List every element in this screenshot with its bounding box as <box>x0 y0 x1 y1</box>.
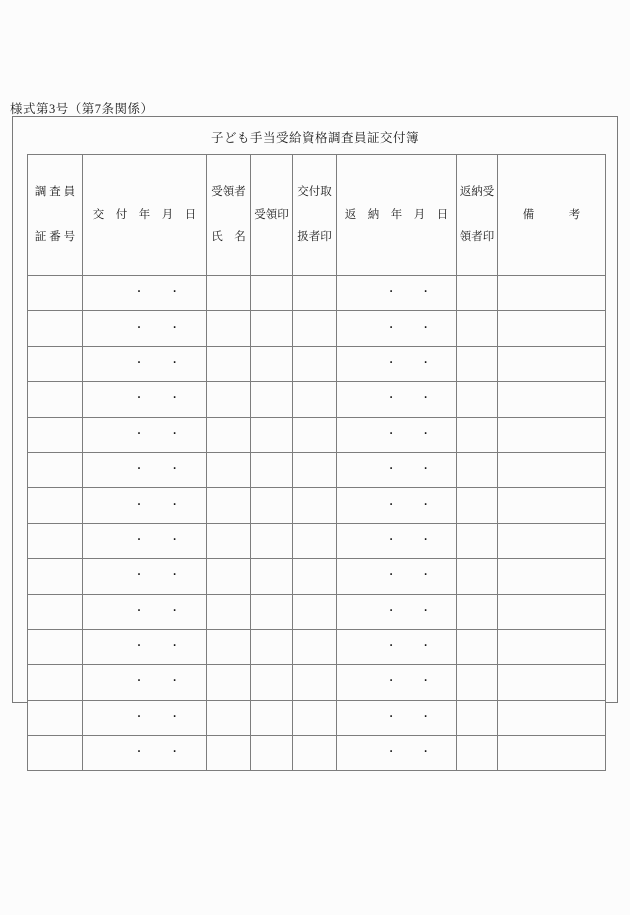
date-separator-dot: ・ <box>169 287 180 299</box>
cell-return-date <box>337 311 457 346</box>
cell-recipient-seal <box>251 629 293 664</box>
date-separator-dot: ・ <box>420 322 431 334</box>
cell-remarks <box>498 276 606 311</box>
date-separator-dot: ・ <box>386 393 397 405</box>
cell-recipient-name <box>207 523 251 558</box>
cell-recipient-seal <box>251 665 293 700</box>
cell-return-recipient-seal <box>457 311 498 346</box>
date-separator-dot: ・ <box>169 428 180 440</box>
cell-return-recipient-seal <box>457 736 498 771</box>
cell-remarks <box>498 665 606 700</box>
date-separator-dot: ・ <box>133 534 144 546</box>
col-header-issue-handler-seal <box>293 155 337 276</box>
date-separator-dot: ・ <box>169 747 180 759</box>
cell-cert-no <box>28 665 83 700</box>
cell-return-recipient-seal <box>457 276 498 311</box>
col-header-remarks <box>498 155 606 276</box>
date-separator-dot: ・ <box>386 357 397 369</box>
cell-cert-no <box>28 523 83 558</box>
cell-issue-handler-seal <box>293 417 337 452</box>
cell-return-recipient-seal <box>457 346 498 381</box>
cell-return-date <box>337 629 457 664</box>
cell-issue-date <box>83 629 207 664</box>
date-separator-dot: ・ <box>133 287 144 299</box>
table-row <box>28 488 606 523</box>
cell-issue-date <box>83 311 207 346</box>
col-header-text: 証 番 号 <box>34 231 76 243</box>
date-separator-dot: ・ <box>133 605 144 617</box>
cell-remarks <box>498 700 606 735</box>
date-separator-dot: ・ <box>133 747 144 759</box>
date-separator-dot: ・ <box>169 393 180 405</box>
col-header-text: 返納受 <box>459 186 495 198</box>
date-separator-dot: ・ <box>420 357 431 369</box>
cell-return-date <box>337 382 457 417</box>
cell-return-recipient-seal <box>457 559 498 594</box>
cell-issue-date <box>83 417 207 452</box>
col-header-return-date <box>337 155 457 276</box>
cell-return-date <box>337 736 457 771</box>
date-separator-dot: ・ <box>420 676 431 688</box>
cell-issue-date <box>83 594 207 629</box>
date-separator-dot: ・ <box>133 676 144 688</box>
date-separator-dot: ・ <box>169 534 180 546</box>
cell-recipient-name <box>207 311 251 346</box>
cell-remarks <box>498 452 606 487</box>
col-header-text: 返 納 年 月 日 <box>344 208 449 221</box>
cell-return-recipient-seal <box>457 488 498 523</box>
cell-recipient-name <box>207 736 251 771</box>
table-row <box>28 700 606 735</box>
cell-return-recipient-seal <box>457 452 498 487</box>
col-header-text: 氏 名 <box>211 231 246 243</box>
cell-issue-date <box>83 382 207 417</box>
date-separator-dot: ・ <box>169 357 180 369</box>
cell-return-date <box>337 665 457 700</box>
date-separator-dot: ・ <box>133 641 144 653</box>
date-separator-dot: ・ <box>133 322 144 334</box>
date-separator-dot: ・ <box>169 605 180 617</box>
cell-recipient-name <box>207 700 251 735</box>
cell-recipient-name <box>207 276 251 311</box>
date-separator-dot: ・ <box>386 747 397 759</box>
col-header-text: 備 考 <box>522 208 581 221</box>
date-separator-dot: ・ <box>133 711 144 723</box>
cell-cert-no <box>28 594 83 629</box>
cell-remarks <box>498 736 606 771</box>
col-header-recipient-name <box>207 155 251 276</box>
date-separator-dot: ・ <box>169 464 180 476</box>
cell-issue-handler-seal <box>293 311 337 346</box>
date-separator-dot: ・ <box>386 676 397 688</box>
cell-issue-date <box>83 665 207 700</box>
cell-recipient-name <box>207 417 251 452</box>
header-row <box>28 155 606 276</box>
date-separator-dot: ・ <box>420 287 431 299</box>
date-separator-dot: ・ <box>169 322 180 334</box>
cell-remarks <box>498 417 606 452</box>
cell-cert-no <box>28 276 83 311</box>
col-header-text: 扱者印 <box>297 231 332 243</box>
date-separator-dot: ・ <box>169 711 180 723</box>
date-separator-dot: ・ <box>386 287 397 299</box>
cell-remarks <box>498 382 606 417</box>
date-separator-dot: ・ <box>420 393 431 405</box>
cell-recipient-seal <box>251 311 293 346</box>
cell-return-recipient-seal <box>457 629 498 664</box>
table-body <box>28 276 606 771</box>
date-separator-dot: ・ <box>133 393 144 405</box>
cell-issue-date <box>83 346 207 381</box>
cell-issue-handler-seal <box>293 488 337 523</box>
cell-return-recipient-seal <box>457 523 498 558</box>
col-header-cert-no <box>28 155 83 276</box>
cell-recipient-seal <box>251 594 293 629</box>
cell-recipient-seal <box>251 417 293 452</box>
cell-recipient-name <box>207 559 251 594</box>
cell-recipient-seal <box>251 382 293 417</box>
cell-cert-no <box>28 417 83 452</box>
col-header-text: 交付取 <box>297 186 332 198</box>
register-table <box>27 154 606 771</box>
cell-cert-no <box>28 311 83 346</box>
cell-cert-no <box>28 700 83 735</box>
date-separator-dot: ・ <box>420 570 431 582</box>
cell-issue-date <box>83 452 207 487</box>
table-row <box>28 594 606 629</box>
table-row <box>28 276 606 311</box>
table-row <box>28 665 606 700</box>
cell-remarks <box>498 311 606 346</box>
cell-recipient-name <box>207 665 251 700</box>
cell-return-recipient-seal <box>457 700 498 735</box>
date-separator-dot: ・ <box>386 605 397 617</box>
date-separator-dot: ・ <box>133 464 144 476</box>
table-row <box>28 417 606 452</box>
register-title: 子ども手当受給資格調査員証交付簿 <box>210 131 419 145</box>
cell-recipient-name <box>207 346 251 381</box>
cell-cert-no <box>28 488 83 523</box>
cell-return-date <box>337 700 457 735</box>
date-separator-dot: ・ <box>420 747 431 759</box>
cell-cert-no <box>28 382 83 417</box>
table-row <box>28 346 606 381</box>
cell-issue-handler-seal <box>293 594 337 629</box>
cell-issue-date <box>83 276 207 311</box>
cell-recipient-name <box>207 488 251 523</box>
table-row <box>28 736 606 771</box>
cell-recipient-seal <box>251 523 293 558</box>
date-separator-dot: ・ <box>420 428 431 440</box>
date-separator-dot: ・ <box>133 428 144 440</box>
date-separator-dot: ・ <box>386 534 397 546</box>
date-separator-dot: ・ <box>133 499 144 511</box>
cell-remarks <box>498 523 606 558</box>
date-separator-dot: ・ <box>386 570 397 582</box>
cell-recipient-seal <box>251 488 293 523</box>
date-separator-dot: ・ <box>133 570 144 582</box>
cell-remarks <box>498 629 606 664</box>
cell-return-recipient-seal <box>457 665 498 700</box>
cell-return-date <box>337 276 457 311</box>
register-sheet <box>12 116 618 759</box>
date-separator-dot: ・ <box>386 641 397 653</box>
cell-cert-no <box>28 736 83 771</box>
cell-recipient-seal <box>251 559 293 594</box>
col-header-text: 交 付 年 月 日 <box>92 208 197 221</box>
date-separator-dot: ・ <box>420 464 431 476</box>
table-row <box>28 523 606 558</box>
cell-return-date <box>337 559 457 594</box>
col-header-recipient-seal <box>251 155 293 276</box>
cell-issue-handler-seal <box>293 346 337 381</box>
date-separator-dot: ・ <box>420 534 431 546</box>
date-separator-dot: ・ <box>386 499 397 511</box>
date-separator-dot: ・ <box>420 711 431 723</box>
cell-return-date <box>337 417 457 452</box>
cell-recipient-seal <box>251 736 293 771</box>
cell-issue-handler-seal <box>293 523 337 558</box>
cell-remarks <box>498 346 606 381</box>
date-separator-dot: ・ <box>386 428 397 440</box>
cell-recipient-name <box>207 594 251 629</box>
cell-return-date <box>337 488 457 523</box>
cell-issue-handler-seal <box>293 629 337 664</box>
cell-issue-handler-seal <box>293 276 337 311</box>
col-header-text: 領者印 <box>459 231 495 243</box>
cell-remarks <box>498 559 606 594</box>
cell-remarks <box>498 594 606 629</box>
col-header-text: 受領印 <box>254 208 289 221</box>
date-separator-dot: ・ <box>386 464 397 476</box>
cell-return-recipient-seal <box>457 594 498 629</box>
table-row <box>28 311 606 346</box>
cell-return-date <box>337 523 457 558</box>
cell-return-recipient-seal <box>457 382 498 417</box>
cell-issue-handler-seal <box>293 665 337 700</box>
table-row <box>28 382 606 417</box>
date-separator-dot: ・ <box>133 357 144 369</box>
cell-issue-date <box>83 559 207 594</box>
cell-issue-date <box>83 523 207 558</box>
date-separator-dot: ・ <box>386 711 397 723</box>
col-header-return-recipient-seal <box>457 155 498 276</box>
cell-recipient-name <box>207 452 251 487</box>
cell-issue-date <box>83 736 207 771</box>
cell-issue-date <box>83 700 207 735</box>
date-separator-dot: ・ <box>169 676 180 688</box>
cell-recipient-seal <box>251 276 293 311</box>
col-header-issue-date <box>83 155 207 276</box>
cell-recipient-seal <box>251 452 293 487</box>
table-row <box>28 629 606 664</box>
date-separator-dot: ・ <box>386 322 397 334</box>
cell-cert-no <box>28 346 83 381</box>
date-separator-dot: ・ <box>420 605 431 617</box>
table-row <box>28 559 606 594</box>
cell-recipient-seal <box>251 700 293 735</box>
date-separator-dot: ・ <box>169 570 180 582</box>
cell-cert-no <box>28 629 83 664</box>
cell-cert-no <box>28 452 83 487</box>
cell-issue-handler-seal <box>293 559 337 594</box>
cell-return-date <box>337 346 457 381</box>
cell-remarks <box>498 488 606 523</box>
cell-return-recipient-seal <box>457 417 498 452</box>
cell-issue-handler-seal <box>293 736 337 771</box>
col-header-text: 調 査 員 <box>34 186 76 198</box>
cell-return-date <box>337 452 457 487</box>
date-separator-dot: ・ <box>169 499 180 511</box>
cell-cert-no <box>28 559 83 594</box>
cell-recipient-seal <box>251 346 293 381</box>
cell-issue-handler-seal <box>293 452 337 487</box>
col-header-text: 受領者 <box>211 186 246 198</box>
cell-issue-handler-seal <box>293 382 337 417</box>
date-separator-dot: ・ <box>420 641 431 653</box>
date-separator-dot: ・ <box>420 499 431 511</box>
cell-issue-date <box>83 488 207 523</box>
table-row <box>28 452 606 487</box>
cell-return-date <box>337 594 457 629</box>
date-separator-dot: ・ <box>169 641 180 653</box>
cell-recipient-name <box>207 629 251 664</box>
cell-issue-handler-seal <box>293 700 337 735</box>
cell-recipient-name <box>207 382 251 417</box>
form-number-label: 様式第3号（第7条関係） <box>10 102 154 116</box>
